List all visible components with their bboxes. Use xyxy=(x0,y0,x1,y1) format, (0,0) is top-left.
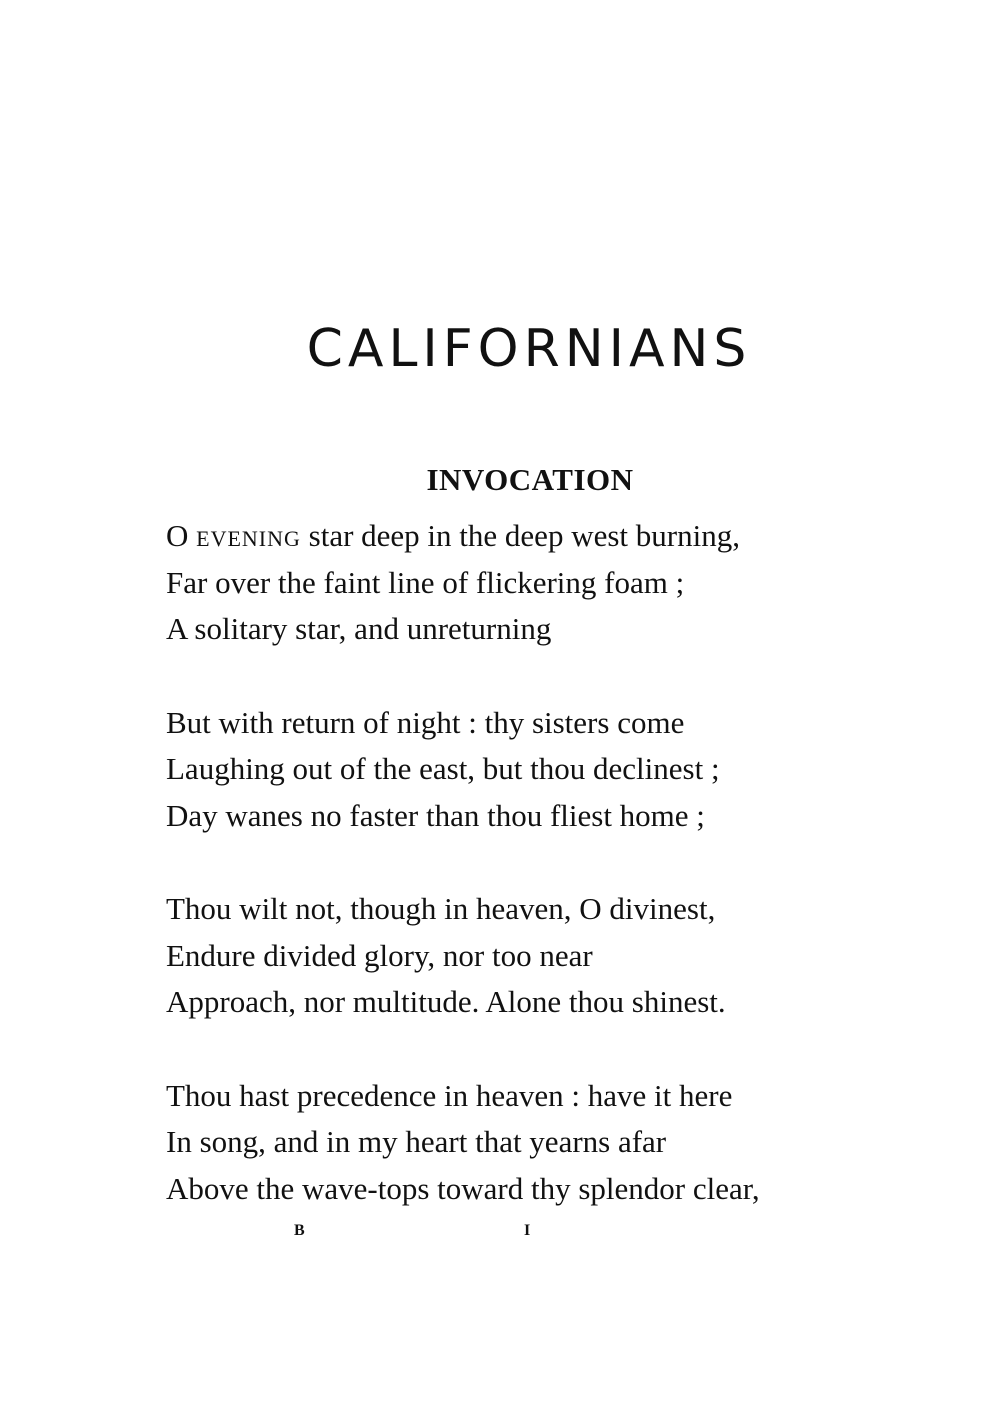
poem-line: Thou wilt not, though in heaven, O divinest, xyxy=(166,891,716,926)
stanza-3 xyxy=(166,886,886,1026)
first-line-rest: star deep in the deep west burning, xyxy=(300,518,740,553)
first-line-opening: O xyxy=(166,518,197,553)
poem-line: In song, and in my heart that yearns afar xyxy=(166,1124,667,1159)
poem-line: Day wanes no faster than thou fliest home ; xyxy=(166,797,705,833)
page-number: I xyxy=(524,1222,531,1239)
poem-line: A solitary star, and unreturning xyxy=(166,611,552,646)
first-line-smallcaps: evening xyxy=(196,518,301,553)
poem-line: But with return of night : thy sisters come xyxy=(166,704,685,740)
poem-line-first xyxy=(166,513,886,560)
stanza-1 xyxy=(166,513,886,653)
poem-line: Thou hast precedence in heaven : have it here xyxy=(166,1077,733,1113)
poem-title: INVOCATION xyxy=(426,461,634,497)
poem-line: Laughing out of the east, but thou declinest ; xyxy=(166,751,720,786)
poem-line: Endure divided glory, nor too near xyxy=(166,937,593,973)
poem-line: Far over the faint line of flickering foam ; xyxy=(166,564,685,600)
book-title: CALIFORNIANS xyxy=(306,318,752,379)
stanza-4 xyxy=(166,1073,886,1213)
signature-mark: B xyxy=(294,1222,306,1239)
poem-body xyxy=(166,513,886,1259)
poem-line: Above the wave-tops toward thy splendor clear, xyxy=(166,1170,760,1206)
poem-line: Approach, nor multitude. Alone thou shinest. xyxy=(166,984,726,1019)
stanza-2 xyxy=(166,700,886,840)
